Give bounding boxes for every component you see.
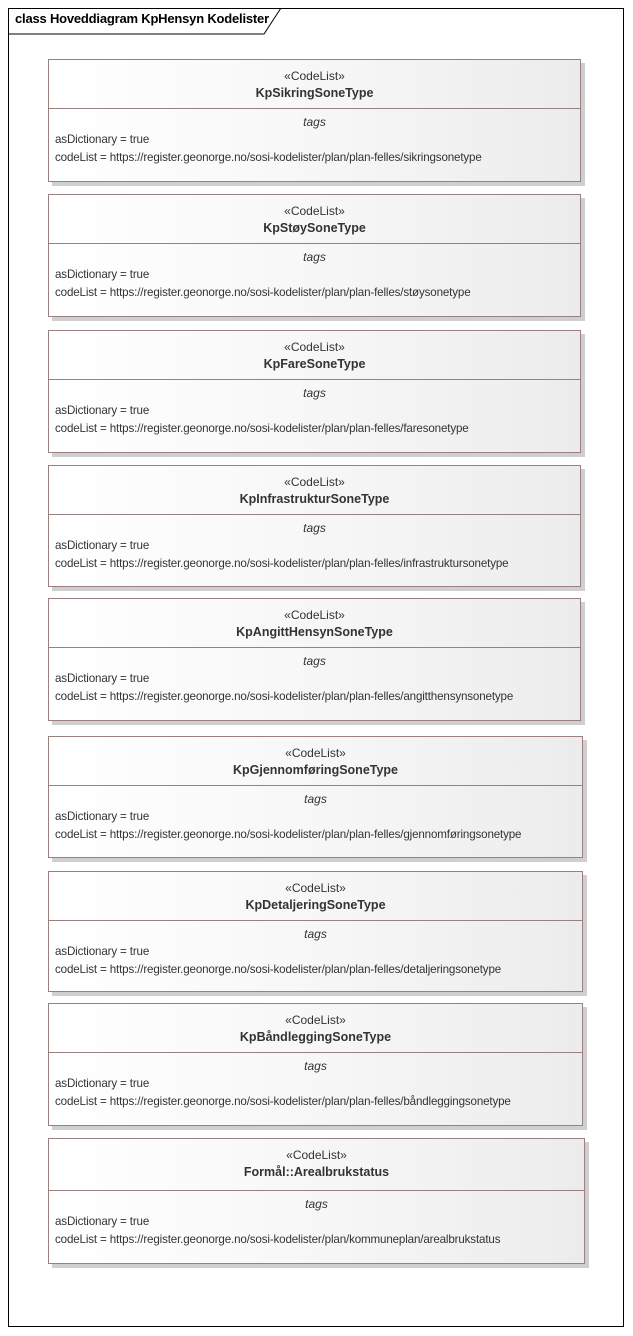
stereotype-label: «CodeList» <box>284 204 345 218</box>
class-header <box>49 1004 582 1053</box>
stereotype-label: «CodeList» <box>284 475 345 489</box>
tag-as-dictionary: asDictionary = true <box>55 404 150 417</box>
stereotype-label: «CodeList» <box>284 608 345 622</box>
class-kpsikringsonetype[interactable] <box>48 59 581 182</box>
tags-compartment <box>49 109 580 167</box>
tag-code-list: codeList = https://register.geonorge.no/sosi-kodelister/plan/plan-felles/båndleggingsonetype <box>55 1095 511 1108</box>
tags-compartment <box>49 921 582 979</box>
tag-code-list: codeList = https://register.geonorge.no/sosi-kodelister/plan/plan-felles/angitthensynsonetype <box>55 690 514 703</box>
tag-as-dictionary: asDictionary = true <box>55 539 150 552</box>
stereotype-label: «CodeList» <box>284 69 345 83</box>
class-kpangitthensynsonetype[interactable] <box>48 598 581 721</box>
tag-code-list: codeList = https://register.geonorge.no/sosi-kodelister/plan/plan-felles/faresonetype <box>55 422 469 435</box>
tags-compartment <box>49 380 580 438</box>
class-name: KpStøySoneType <box>263 221 366 235</box>
tags-compartment <box>49 786 582 844</box>
class-header <box>49 195 580 244</box>
class-kpdetaljeringsonetype[interactable] <box>48 871 583 992</box>
class-header <box>49 60 580 109</box>
class-name: KpAngittHensynSoneType <box>236 625 393 639</box>
tags-section-label: tags <box>303 250 326 264</box>
tags-section-label: tags <box>303 654 326 668</box>
class-header <box>49 331 580 380</box>
stereotype-label: «CodeList» <box>285 881 346 895</box>
class-header <box>49 737 582 786</box>
class-kpbandleggingsonetype[interactable] <box>48 1003 583 1126</box>
class-kpinfrastruktursonetype[interactable] <box>48 465 581 587</box>
tags-section-label: tags <box>303 386 326 400</box>
tag-as-dictionary: asDictionary = true <box>55 1077 150 1090</box>
class-kpfaresonetype[interactable] <box>48 330 581 453</box>
class-name: Formål::Arealbrukstatus <box>243 1165 390 1179</box>
tags-section-label: tags <box>304 792 327 806</box>
tags-section-label: tags <box>304 1059 327 1073</box>
class-kpgjennomforingsonetype[interactable] <box>48 736 583 858</box>
tag-as-dictionary: asDictionary = true <box>55 268 150 281</box>
tags-section-label: tags <box>305 1197 328 1211</box>
class-header <box>49 466 580 515</box>
class-header <box>49 1139 584 1191</box>
class-header <box>49 599 580 648</box>
tags-compartment <box>49 648 580 706</box>
tag-as-dictionary: asDictionary = true <box>55 1215 150 1228</box>
class-name: KpSikringSoneType <box>255 86 374 100</box>
class-name: KpBåndleggingSoneType <box>239 1030 392 1044</box>
class-header <box>49 872 582 921</box>
tag-code-list: codeList = https://register.geonorge.no/sosi-kodelister/plan/plan-felles/gjennomføringsonetype <box>55 828 522 841</box>
tags-section-label: tags <box>303 115 326 129</box>
class-name: KpGjennomføringSoneType <box>232 763 399 777</box>
tag-code-list: codeList = https://register.geonorge.no/sosi-kodelister/plan/plan-felles/detaljeringsonetype <box>55 963 502 976</box>
tag-as-dictionary: asDictionary = true <box>55 945 150 958</box>
tag-code-list: codeList = https://register.geonorge.no/sosi-kodelister/plan/plan-felles/sikringsonetype <box>55 151 482 164</box>
tags-section-label: tags <box>304 927 327 941</box>
stereotype-label: «CodeList» <box>285 1013 346 1027</box>
stereotype-label: «CodeList» <box>286 1148 347 1162</box>
diagram-title: class Hoveddiagram KpHensyn Kodelister <box>15 11 269 26</box>
stereotype-label: «CodeList» <box>285 746 346 760</box>
tags-compartment <box>49 244 580 302</box>
class-name: KpDetaljeringSoneType <box>245 898 386 912</box>
tags-compartment <box>49 1053 582 1111</box>
tag-as-dictionary: asDictionary = true <box>55 810 150 823</box>
tags-compartment <box>49 515 580 573</box>
class-name: KpFareSoneType <box>263 357 366 371</box>
tags-compartment <box>49 1191 584 1249</box>
class-kpstoysonetype[interactable] <box>48 194 581 317</box>
tag-as-dictionary: asDictionary = true <box>55 672 150 685</box>
tag-code-list: codeList = https://register.geonorge.no/sosi-kodelister/plan/kommuneplan/arealbrukstatus <box>55 1233 501 1246</box>
tag-code-list: codeList = https://register.geonorge.no/sosi-kodelister/plan/plan-felles/infrastruktursonetype <box>55 557 509 570</box>
class-name: KpInfrastrukturSoneType <box>239 492 390 506</box>
tags-section-label: tags <box>303 521 326 535</box>
tag-as-dictionary: asDictionary = true <box>55 133 150 146</box>
class-formal-arealbrukstatus[interactable] <box>48 1138 585 1264</box>
tag-code-list: codeList = https://register.geonorge.no/sosi-kodelister/plan/plan-felles/støysonetype <box>55 286 471 299</box>
stereotype-label: «CodeList» <box>284 340 345 354</box>
